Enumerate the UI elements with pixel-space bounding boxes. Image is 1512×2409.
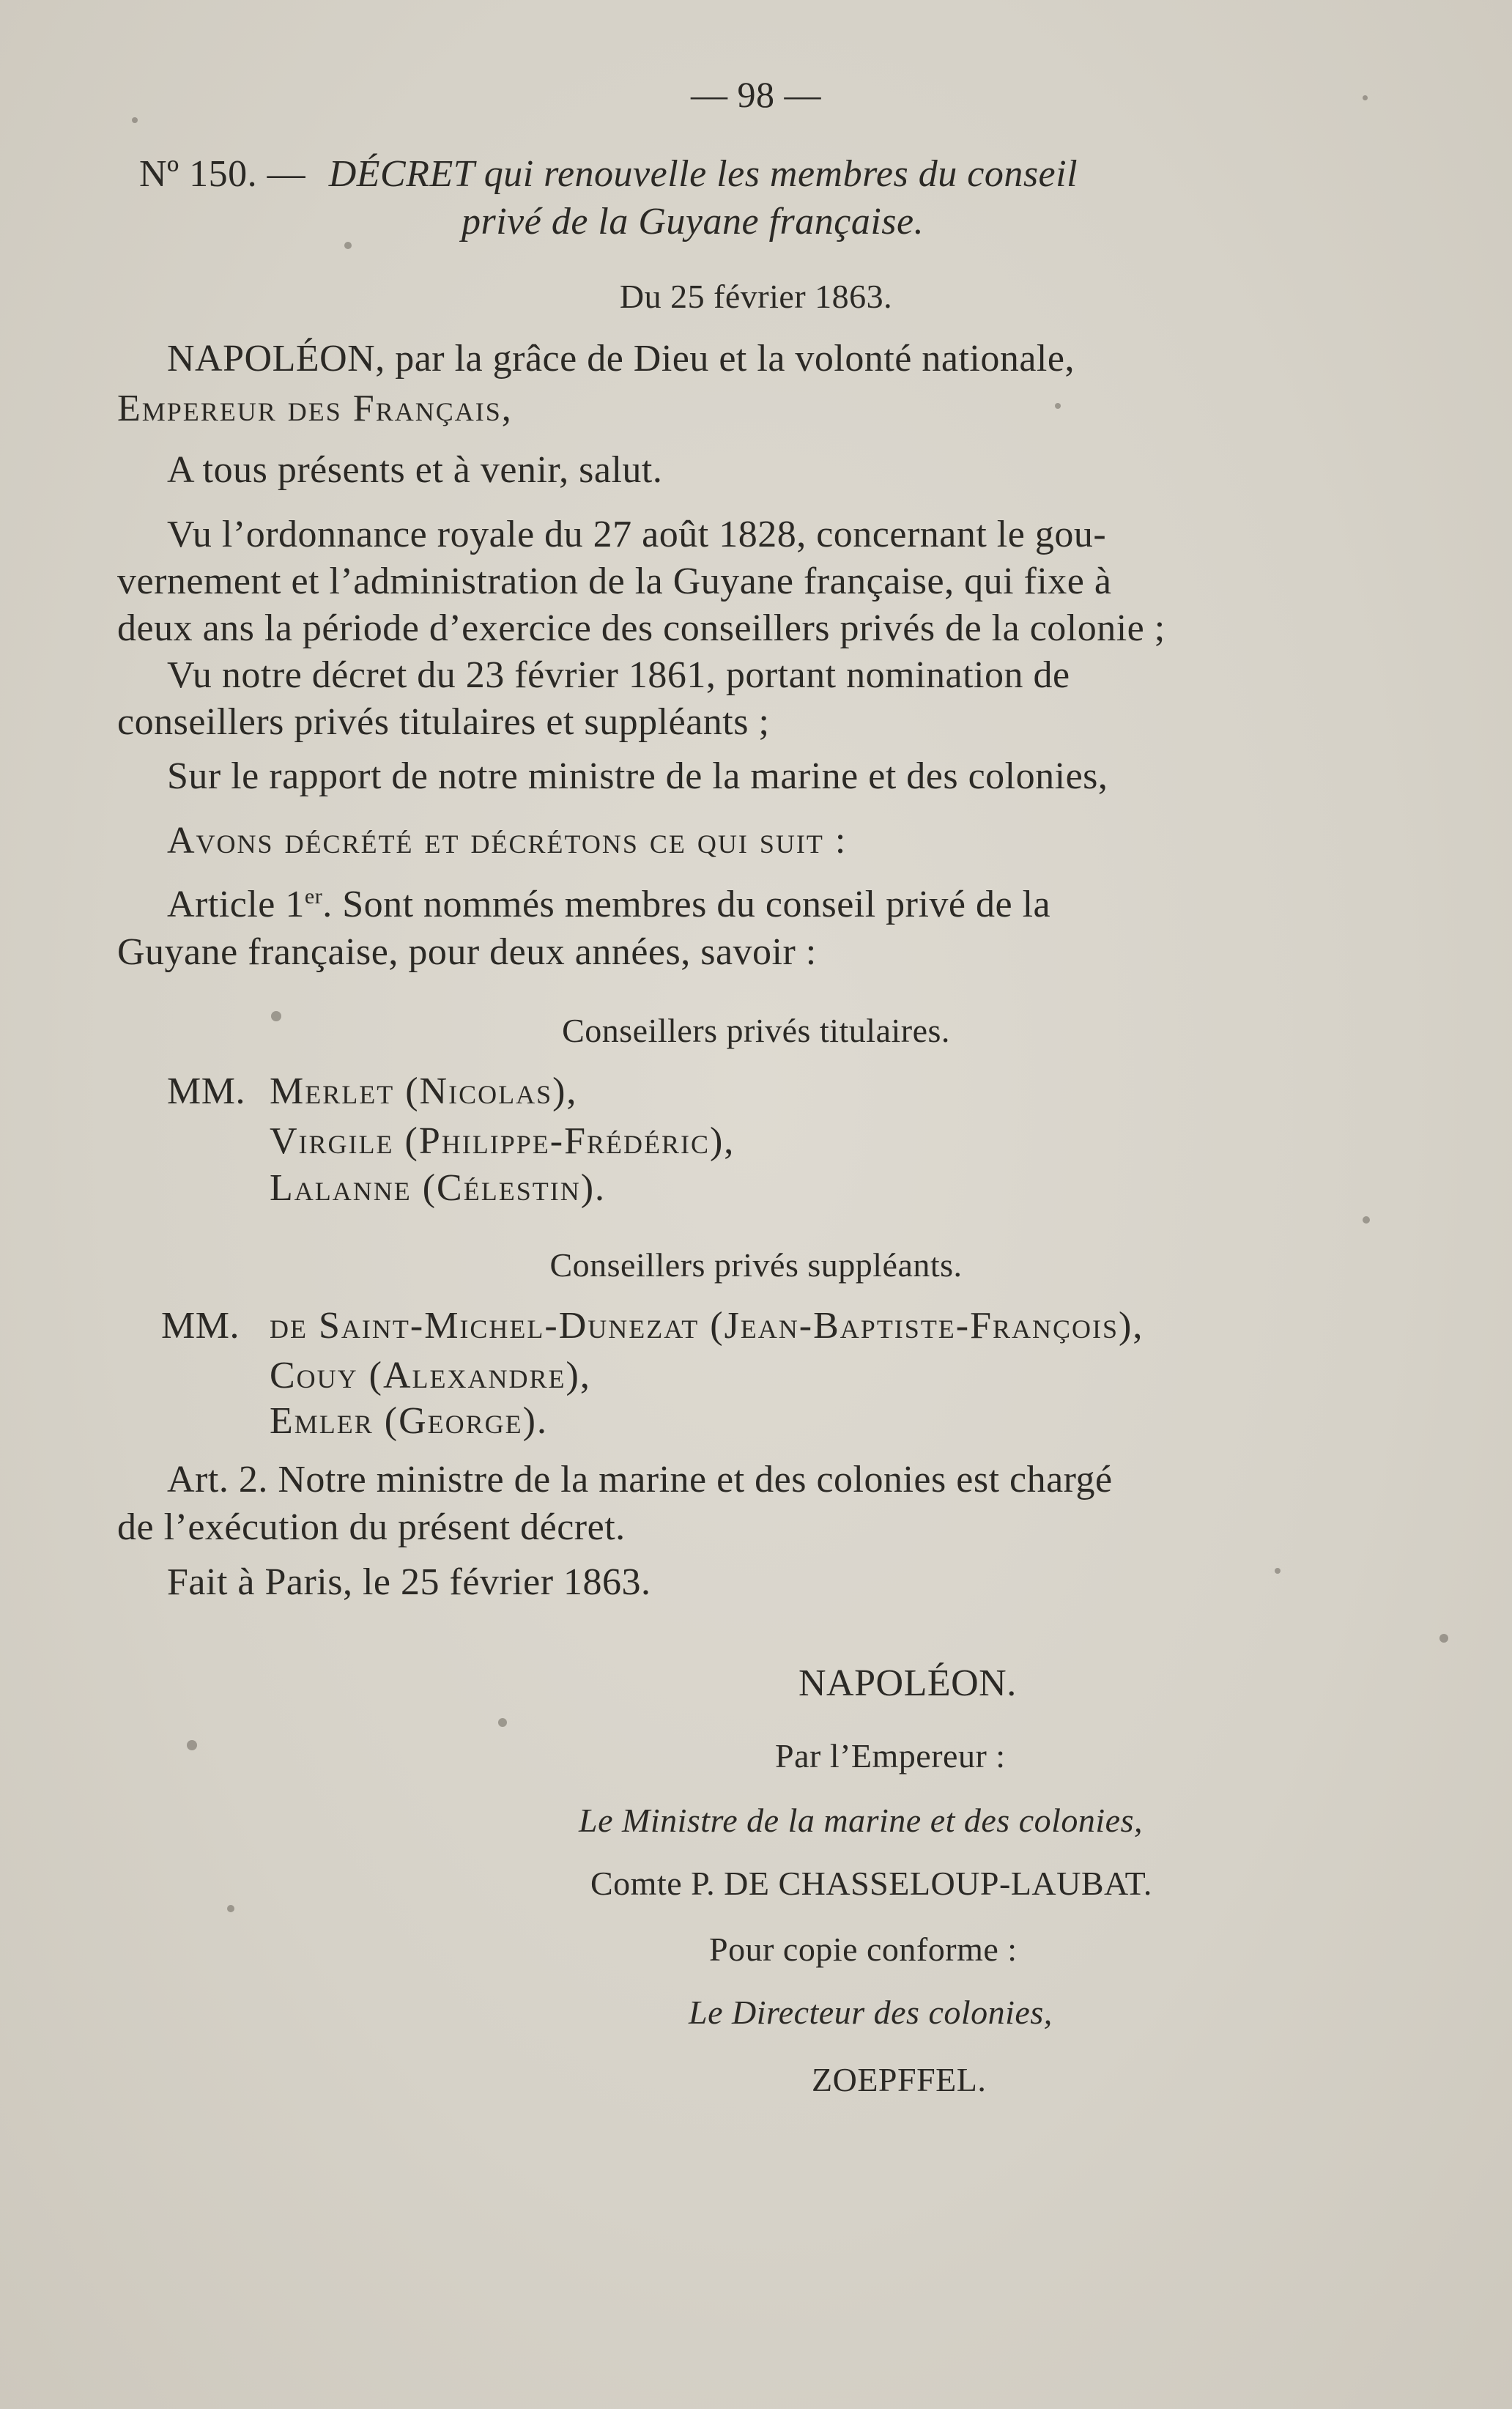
signature-par-empereur: Par l’Empereur : [775,1737,1006,1775]
body-line: Vu notre décret du 23 février 1861, portant nomination de [167,654,1070,696]
article-1-label: Article 1 [167,884,305,925]
member-name: Lalanne (Célestin). [270,1167,607,1209]
paper-speck [344,242,352,249]
paper-speck [1363,1216,1370,1224]
paper-speck [1439,1634,1448,1643]
body-line: deux ans la période d’exercice des conseillers privés de la colonie ; [117,607,1166,649]
decree-title-line1 [139,152,1078,196]
decree-title-line2: privé de la Guyane française. [462,201,924,243]
member-name: Merlet (Nicolas), [270,1070,578,1112]
page-number: — 98 — [691,74,821,115]
body-line: Avons décrété et décrétons ce qui suit : [167,820,848,862]
article-1-text: . Sont nommés membres du conseil privé de la [322,884,1051,925]
suppleants-heading: Conseillers privés suppléants. [549,1246,963,1284]
member-name: Virgile (Philippe-Frédéric), [270,1120,735,1162]
signature-napoleon: NAPOLÉON. [798,1662,1017,1704]
decree-number: Nº 150. — [139,153,306,195]
article-1-line [167,883,1050,926]
signature-ministre-title: Le Ministre de la marine et des colonies, [579,1802,1143,1839]
body-line: Vu l’ordonnance royale du 27 août 1828, concernant le gou- [167,514,1107,555]
member-name: Couy (Alexandre), [270,1355,591,1396]
signature-copie: Pour copie conforme : [709,1931,1018,1968]
body-line: Sur le rapport de notre ministre de la marine et des colonies, [167,755,1108,797]
body-line: Empereur des Français, [117,388,513,429]
paper-speck [227,1905,234,1912]
signature-ministre-name: Comte P. DE CHASSELOUP-LAUBAT. [590,1865,1152,1902]
body-line: Art. 2. Notre ministre de la marine et des colonies est chargé [167,1459,1113,1500]
mm-prefix: MM. [167,1070,245,1112]
titulaires-heading: Conseillers privés titulaires. [562,1012,950,1049]
member-name: de Saint-Michel-Dunezat (Jean-Baptiste-François), [270,1305,1144,1347]
member-name: Emler (George). [270,1400,548,1442]
signature-directeur-name: ZOEPFFEL. [812,2061,987,2098]
mm-prefix: MM. [161,1305,240,1347]
body-line: de l’exécution du présent décret. [117,1506,626,1548]
paper-speck [132,117,138,123]
body-line: A tous présents et à venir, salut. [167,449,663,491]
paper-speck [187,1740,197,1750]
decree-title-text: DÉCRET qui renouvelle les membres du conseil [328,153,1078,195]
article-1-sup: er [304,884,323,909]
body-line: NAPOLÉON, par la grâce de Dieu et la volonté nationale, [167,338,1075,380]
body-line: conseillers privés titulaires et suppléants ; [117,701,770,743]
paper-speck [498,1718,507,1727]
paper-speck [1275,1568,1281,1574]
decree-date: Du 25 février 1863. [619,278,893,315]
body-line: vernement et l’administration de la Guyane française, qui fixe à [117,560,1112,602]
signature-directeur-title: Le Directeur des colonies, [689,1994,1053,2031]
body-line: Fait à Paris, le 25 février 1863. [167,1561,651,1603]
paper-speck [1055,403,1061,409]
body-line: Guyane française, pour deux années, savoir : [117,931,817,973]
suppleants-line [161,1304,1144,1347]
titulaires-line [167,1070,577,1113]
